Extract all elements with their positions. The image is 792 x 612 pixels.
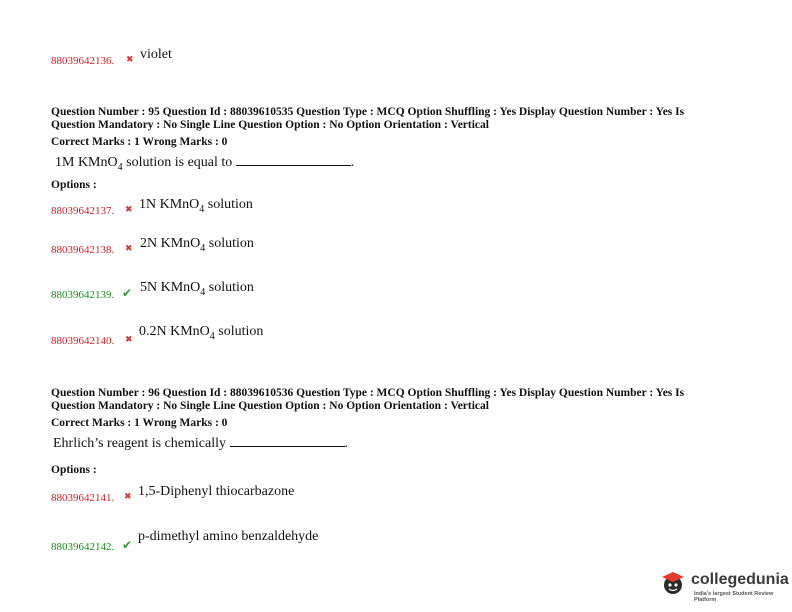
question-text-pre: 1M KMnO xyxy=(55,155,118,170)
option-id: 88039642136. xyxy=(51,55,115,67)
cross-icon: ✖ xyxy=(126,55,134,65)
question-text-pre: Ehrlich’s reagent is chemically xyxy=(53,436,226,451)
answer-blank xyxy=(230,446,345,447)
check-icon: ✔ xyxy=(122,538,133,552)
option-text-pre: 2N KMnO xyxy=(140,236,201,251)
option-text-sub: 4 xyxy=(199,203,205,215)
option-text xyxy=(139,197,253,215)
option-text xyxy=(140,236,254,254)
collegedunia-logo-icon xyxy=(660,570,686,596)
question-marks: Correct Marks : 1 Wrong Marks : 0 xyxy=(51,136,228,148)
cross-icon: ✖ xyxy=(124,492,132,502)
option-text: 1,5-Diphenyl thiocarbazone xyxy=(138,484,295,499)
question-meta-line1: Question Number : 96 Question Id : 88039610536 Question Type : MCQ Option Shuffling : Yes Display Question Number : Yes Is xyxy=(51,387,685,399)
options-label: Options : xyxy=(51,464,97,476)
option-text: violet xyxy=(140,47,172,62)
options-label: Options : xyxy=(51,179,97,191)
question-text xyxy=(53,436,348,452)
cross-icon: ✖ xyxy=(125,205,133,215)
check-icon: ✔ xyxy=(122,286,133,300)
option-text-sub: 4 xyxy=(200,286,206,298)
option-id: 88039642140. xyxy=(51,335,115,347)
question-meta-line2: Question Mandatory : No Single Line Question Option : No Option Orientation : Vertical xyxy=(51,400,489,412)
cross-icon: ✖ xyxy=(125,335,133,345)
collegedunia-tagline: India's largest Student Review Platform xyxy=(694,591,774,603)
option-id: 88039642138. xyxy=(51,244,115,256)
option-text: p-dimethyl amino benzaldehyde xyxy=(138,529,319,544)
question-text xyxy=(55,155,354,173)
option-id: 88039642137. xyxy=(51,205,115,217)
question-text-post: solution is equal to xyxy=(122,155,233,170)
option-text-pre: 0.2N KMnO xyxy=(139,324,210,339)
option-id: 88039642142. xyxy=(51,541,115,553)
option-text-post: solution xyxy=(205,280,254,295)
question-text-end: . xyxy=(350,155,355,170)
option-text-pre: 1N KMnO xyxy=(139,197,200,212)
option-text xyxy=(140,280,254,298)
cross-icon: ✖ xyxy=(125,244,133,254)
answer-blank xyxy=(236,165,351,166)
option-text-post: solution xyxy=(205,236,254,251)
question-marks: Correct Marks : 1 Wrong Marks : 0 xyxy=(51,417,228,429)
question-text-sub: 4 xyxy=(117,161,123,173)
question-text-end: . xyxy=(344,436,348,451)
option-text-sub: 4 xyxy=(200,242,206,254)
option-text-pre: 5N KMnO xyxy=(140,280,201,295)
option-text-sub: 4 xyxy=(209,330,215,342)
option-text-post: solution xyxy=(204,197,253,212)
question-meta-line2: Question Mandatory : No Single Line Question Option : No Option Orientation : Vertical xyxy=(51,119,489,131)
option-id: 88039642139. xyxy=(51,289,115,301)
option-text-post: solution xyxy=(214,324,264,339)
question-meta-line1: Question Number : 95 Question Id : 88039610535 Question Type : MCQ Option Shuffling : Yes Display Question Number : Yes Is xyxy=(51,106,685,118)
option-id: 88039642141. xyxy=(51,492,115,504)
option-text xyxy=(139,324,263,342)
collegedunia-logo-text: collegedunia xyxy=(691,571,789,588)
